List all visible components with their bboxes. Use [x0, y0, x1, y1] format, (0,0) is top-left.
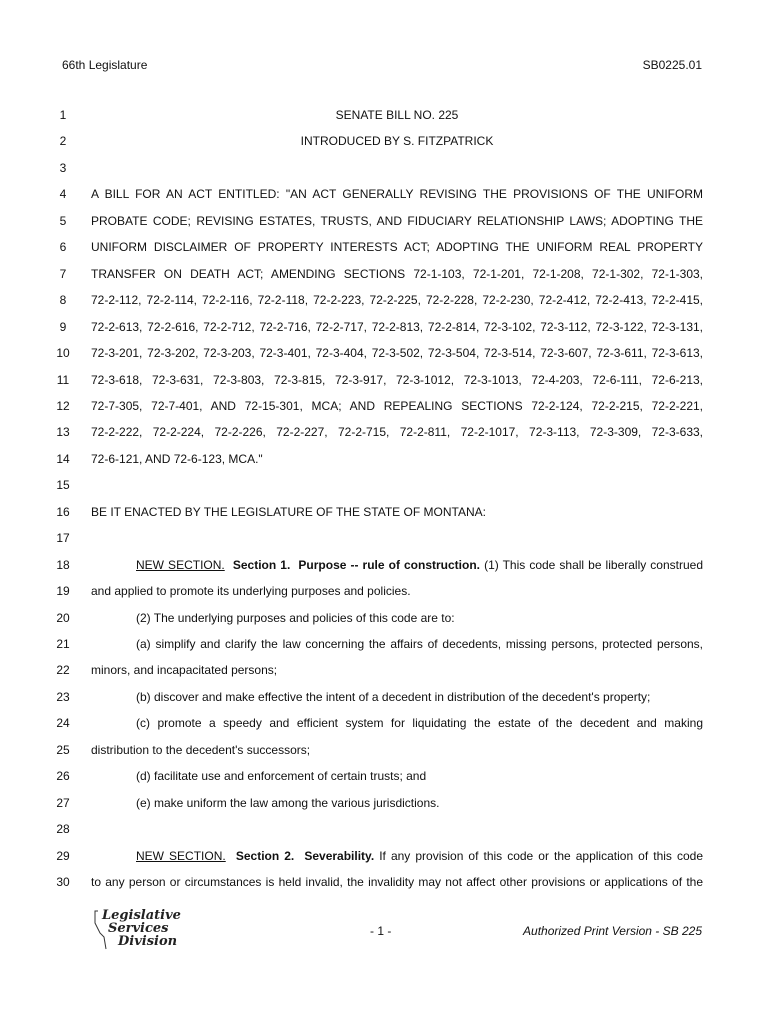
bill-line: [91, 505, 703, 519]
bill-line: [91, 875, 703, 889]
line-text: (2) The underlying purposes and policies of this code are to:: [136, 611, 455, 625]
line-number: 2: [59, 134, 67, 148]
line-text: minors, and incapacitated persons;: [91, 663, 278, 677]
bill-line: [91, 663, 703, 677]
line-text: 72-2-613, 72-2-616, 72-2-712, 72-2-716, 72-2-717, 72-2-813, 72-2-814, 72-3-102, 72-3-112, 72-3-122, 72-3-131,: [91, 320, 703, 334]
line-number: 13: [56, 425, 70, 439]
line-text: INTRODUCED BY S. FITZPATRICK: [300, 134, 494, 148]
bill-line: [136, 611, 703, 625]
bill-line: [91, 425, 703, 439]
line-number: 14: [56, 452, 70, 466]
bill-line: [136, 769, 703, 783]
line-number: 17: [56, 531, 70, 545]
line-number: 4: [59, 187, 67, 201]
line-number: 30: [56, 875, 70, 889]
line-number: 7: [59, 267, 67, 281]
new-section-marker: NEW SECTION.: [136, 558, 225, 572]
bill-line: [91, 267, 703, 281]
line-number: 12: [56, 399, 70, 413]
bill-line: [91, 187, 703, 201]
line-number: 19: [56, 584, 70, 598]
bill-line: [91, 293, 703, 307]
line-text: [226, 849, 236, 863]
line-text: 72-2-222, 72-2-224, 72-2-226, 72-2-227, 72-2-715, 72-2-811, 72-2-1017, 72-3-113, 72-3-309, 72-3-633,: [91, 425, 703, 439]
line-text: and applied to promote its underlying purposes and policies.: [91, 584, 411, 598]
bill-line: [136, 637, 703, 651]
line-number: 1: [59, 108, 67, 122]
line-text: (a) simplify and clarify the law concerning the affairs of decedents, missing persons, protected persons,: [136, 637, 703, 651]
bill-line: [91, 399, 703, 413]
line-text: 72-7-305, 72-7-401, AND 72-15-301, MCA; AND REPEALING SECTIONS 72-2-124, 72-2-215, 72-2-221,: [91, 399, 703, 413]
bill-line: [136, 796, 703, 810]
bill-line: [91, 240, 703, 254]
bill-line: [91, 214, 703, 228]
line-text: to any person or circumstances is held invalid, the invalidity may not affect other provisions or applications of the: [91, 875, 703, 889]
line-text: 72-6-121, AND 72-6-123, MCA.": [91, 452, 263, 466]
line-text: [225, 558, 233, 572]
line-number: 27: [56, 796, 70, 810]
logo-line-services: Services: [108, 921, 169, 936]
line-text: PROBATE CODE; REVISING ESTATES, TRUSTS, AND FIDUCIARY RELATIONSHIP LAWS; ADOPTING THE: [91, 214, 703, 228]
legislative-services-division-logo: [92, 907, 192, 955]
line-text: 72-2-112, 72-2-114, 72-2-116, 72-2-118, 72-2-223, 72-2-225, 72-2-228, 72-2-230, 72-2-412, 72-2-413, 72-2-415,: [91, 293, 703, 307]
line-number: 6: [59, 240, 67, 254]
line-text: 72-3-618, 72-3-631, 72-3-803, 72-3-815, 72-3-917, 72-3-1012, 72-3-1013, 72-4-203, 72-6-111, 72-6-213,: [91, 373, 703, 387]
line-text: TRANSFER ON DEATH ACT; AMENDING SECTIONS 72-1-103, 72-1-201, 72-1-208, 72-1-302, 72-1-303,: [91, 267, 703, 281]
line-number: 9: [59, 320, 67, 334]
bill-line: [136, 690, 703, 704]
bill-line: [91, 134, 703, 148]
logo-line-legislative: Legislative: [102, 908, 181, 923]
line-number: 22: [56, 663, 70, 677]
header-bill-id: SB0225.01: [642, 58, 702, 72]
bill-line: [91, 108, 703, 122]
bill-line: [91, 743, 703, 757]
line-text: UNIFORM DISCLAIMER OF PROPERTY INTERESTS ACT; ADOPTING THE UNIFORM REAL PROPERTY: [91, 240, 703, 254]
line-text: 72-3-201, 72-3-202, 72-3-203, 72-3-401, 72-3-404, 72-3-502, 72-3-504, 72-3-514, 72-3-607, 72-3-611, 72-3-613,: [91, 346, 703, 360]
new-section-marker: NEW SECTION.: [136, 849, 226, 863]
line-number: 23: [56, 690, 70, 704]
line-number: 16: [56, 505, 70, 519]
bill-line: [136, 849, 703, 863]
line-number: 24: [56, 716, 70, 730]
line-number: 18: [56, 558, 70, 572]
bill-line: [136, 716, 703, 730]
line-text: distribution to the decedent's successors;: [91, 743, 311, 757]
line-number: 20: [56, 611, 70, 625]
line-text: BE IT ENACTED BY THE LEGISLATURE OF THE STATE OF MONTANA:: [91, 505, 486, 519]
line-number: 25: [56, 743, 70, 757]
bill-line: [91, 584, 703, 598]
line-text: (b) discover and make effective the intent of a decedent in distribution of the decedent's property;: [136, 690, 651, 704]
line-text: (1) This code shall be liberally construed: [480, 558, 704, 572]
line-number: 29: [56, 849, 70, 863]
line-text: (e) make uniform the law among the various jurisdictions.: [136, 796, 440, 810]
line-number: 8: [59, 293, 67, 307]
line-number: 21: [56, 637, 70, 651]
bill-line: [91, 452, 703, 466]
line-text: (d) facilitate use and enforcement of certain trusts; and: [136, 769, 427, 783]
page-number: - 1 -: [370, 924, 392, 938]
line-number: 3: [59, 161, 67, 175]
line-number: 10: [56, 346, 70, 360]
authorized-print-version: Authorized Print Version - SB 225: [523, 924, 702, 938]
section-heading: Section 2. Severability.: [235, 849, 375, 863]
bill-line: [91, 373, 703, 387]
line-text: SENATE BILL NO. 225: [335, 108, 459, 122]
line-number: 28: [56, 822, 70, 836]
bill-line: [91, 320, 703, 334]
line-text: (c) promote a speedy and efficient system for liquidating the estate of the decedent and making: [136, 716, 703, 730]
line-text: A BILL FOR AN ACT ENTITLED: "AN ACT GENERALLY REVISING THE PROVISIONS OF THE UNIFORM: [91, 187, 703, 201]
line-text: If any provision of this code or the application of this code: [374, 849, 703, 863]
line-number: 26: [56, 769, 70, 783]
logo-line-division: Division: [118, 934, 178, 949]
bill-line: [91, 346, 703, 360]
line-number: 11: [56, 373, 70, 387]
section-heading: Section 1. Purpose -- rule of construction.: [232, 558, 481, 572]
bill-line: [136, 558, 703, 572]
line-number: 15: [56, 478, 70, 492]
header-legislature: 66th Legislature: [62, 58, 148, 72]
line-number: 5: [59, 214, 67, 228]
